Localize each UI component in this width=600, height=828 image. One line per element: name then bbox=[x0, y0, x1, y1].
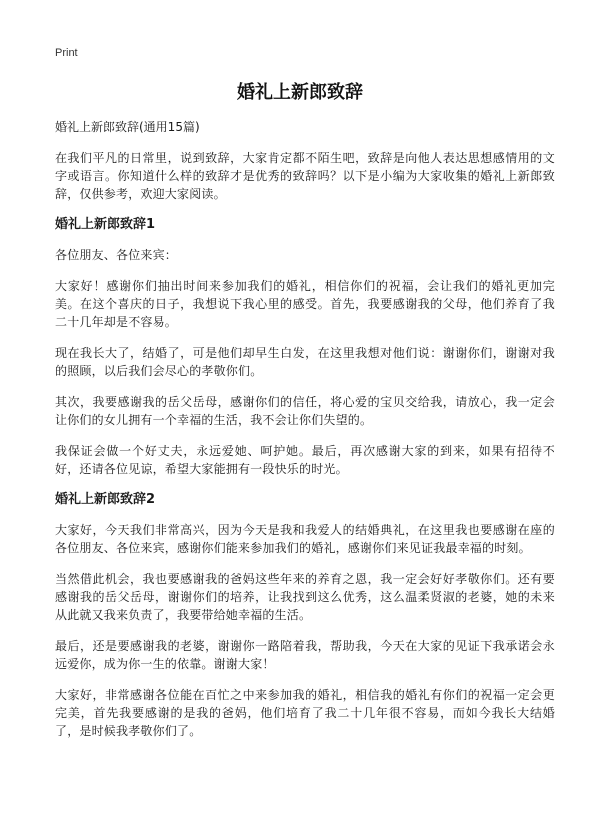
page-title: 婚礼上新郎致辞 bbox=[237, 82, 363, 103]
print-label: Print bbox=[55, 47, 78, 59]
section-1 bbox=[55, 216, 555, 478]
paragraph: 最后，还是要感谢我的老婆，谢谢你一路陪着我，帮助我，今天在大家的见证下我承诺会永远爱你，成为你一生的依靠。谢谢大家！ bbox=[55, 639, 555, 671]
paragraph: 大家好，今天我们非常高兴，因为今天是我和我爱人的结婚典礼，在这里我也要感谢在座的各位朋友、各位来宾，感谢你们能来参加我们的婚礼，感谢你们来见证我最幸福的时刻。 bbox=[55, 523, 555, 555]
paragraph: 当然借此机会，我也要感谢我的爸妈这些年来的养育之恩，我一定会好好孝敬你们。还有要感谢我的岳父岳母，谢谢你们的培养，让我找到这么优秀，这么温柔贤淑的老婆，她的未来从此就又我来负责了，我要带给她幸福的生活。 bbox=[55, 572, 555, 622]
article-subtitle: 婚礼上新郎致辞(通用15篇) bbox=[55, 120, 200, 134]
paragraph: 大家好，非常感谢各位能在百忙之中来参加我的婚礼，相信我的婚礼有你们的祝福一定会更完美，首先我要感谢的是我的爸妈，他们培育了我二十几年很不容易，而如今我长大结婚了，是时候我孝敬你们了。 bbox=[55, 688, 555, 738]
intro-paragraph: 在我们平凡的日常里，说到致辞，大家肯定都不陌生吧，致辞是向他人表达思想感情用的文字或语言。你知道什么样的致辞才是优秀的致辞吗？以下是小编为大家收集的婚礼上新郎致辞，仅供参考，欢迎大家阅读。 bbox=[55, 151, 555, 201]
paragraph: 大家好！感谢你们抽出时间来参加我们的婚礼，相信你们的祝福，会让我们的婚礼更加完美。在这个喜庆的日子，我想说下我心里的感受。首先，我要感谢我的父母，他们养育了我二十几年却是不容易。 bbox=[55, 279, 555, 329]
article-body bbox=[55, 118, 555, 753]
paragraph: 其次，我要感谢我的岳父岳母，感谢你们的信任，将心爱的宝贝交给我，请放心，我一定会让你们的女儿拥有一个幸福的生活，我不会让你们失望的。 bbox=[55, 395, 555, 427]
paragraph: 各位朋友、各位来宾： bbox=[55, 248, 178, 262]
section-2 bbox=[55, 491, 555, 740]
paragraph: 我保证会做一个好丈夫，永远爱她、呵护她。最后，再次感谢大家的到来，如果有招待不好，还请各位见谅，希望大家能拥有一段快乐的时光。 bbox=[55, 444, 555, 476]
section-heading: 婚礼上新郎致辞2 bbox=[55, 492, 156, 507]
paragraph: 现在我长大了，结婚了，可是他们却早生白发，在这里我想对他们说：谢谢你们，谢谢对我的照顾，以后我们会尽心的孝敬你们。 bbox=[55, 346, 555, 378]
section-heading: 婚礼上新郎致辞1 bbox=[55, 217, 156, 232]
